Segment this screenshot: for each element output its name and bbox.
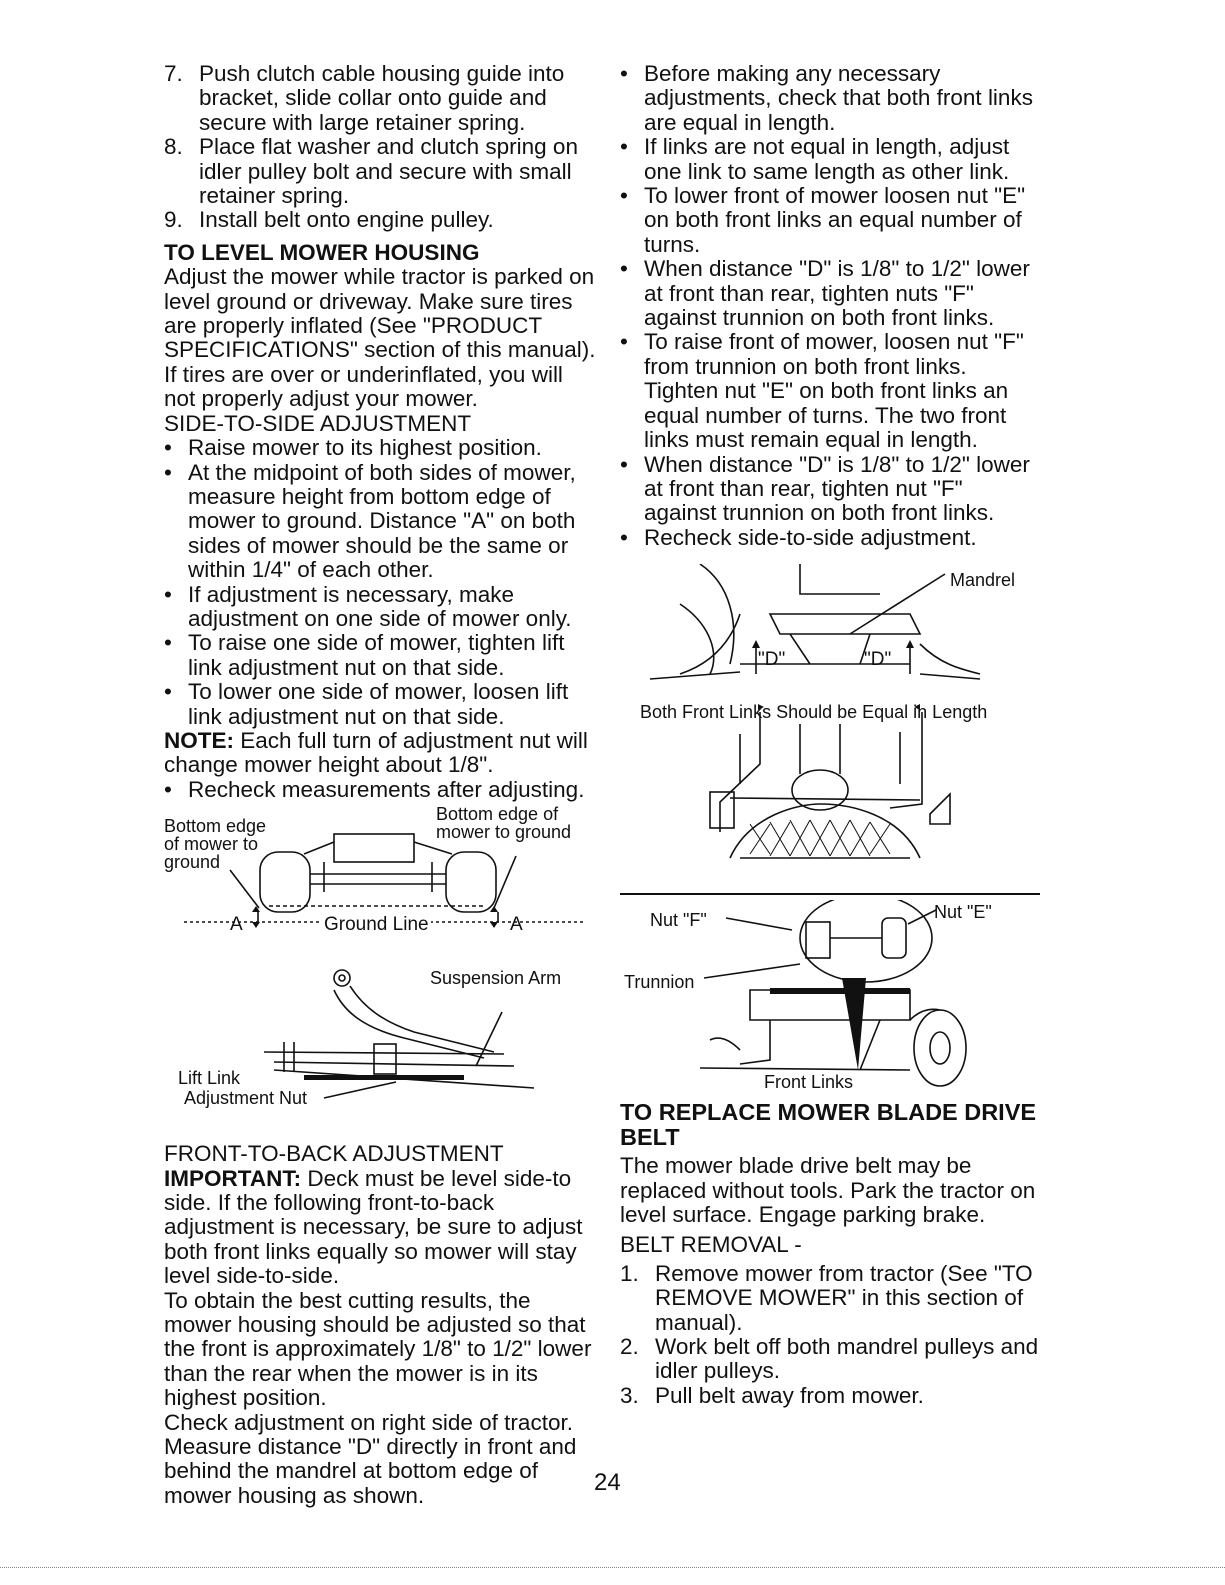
note: NOTE: Each full turn of adjustment nut will change mower height about 1/8".	[164, 727, 588, 778]
replace-intro: The mower blade drive belt may be replaced without tools. Park the tractor on level surface. Engage parking brake.	[620, 1153, 1036, 1227]
step-7: 7. Push clutch cable housing guide into bracket, slide collar onto guide and secure with large retainer spring.	[164, 61, 565, 135]
obtain-text: To obtain the best cutting results, the mower housing should be adjusted so that the front is approximately 1/8" to 1/2" lower than the rear when the mower is in its highest position.	[164, 1287, 592, 1411]
mandrel-figure: Mandrel "D" "D" Both Front Links Should be Equal in Length	[620, 564, 1040, 900]
replace-heading: TO REPLACE MOWER BLADE DRIVE BELT	[620, 1099, 1037, 1151]
removal-heading: BELT REMOVAL -	[620, 1232, 802, 1258]
level-heading: TO LEVEL MOWER HOUSING	[164, 239, 480, 265]
level-intro: Adjust the mower while tractor is parked on level ground or driveway. Make sure tires are properly inflated (See "PRODUCT SPECIFICATIONS" section of this manual). If tires are over or underinflated, you will not properly adjust your mower.	[164, 264, 596, 412]
bottom-rule	[0, 1567, 1225, 1568]
side-bullet: • If adjustment is necessary, make adjustment on one side of mower only.	[164, 581, 572, 631]
recheck-bullet: • Recheck measurements after adjusting.	[164, 776, 585, 802]
side-bullet: • To raise one side of mower, tighten lift link adjustment nut on that side.	[164, 630, 565, 680]
important-text: IMPORTANT: Deck must be level side-to side. If the following front-to-back adjustment is necessary, be sure to adjust both front links equally so mower will stay level side-to-side.	[164, 1165, 583, 1289]
side-bullet: • Raise mower to its highest position.	[164, 435, 542, 461]
left-column	[164, 62, 598, 1508]
step-8: 8. Place flat washer and clutch spring on idler pulley bolt and secure with small retainer spring.	[164, 134, 578, 209]
side-bullet: • At the midpoint of both sides of mower, measure height from bottom edge of mower to ground. Distance "A" on both sides of mower should be the same or within 1/4" of each other.	[164, 459, 576, 583]
adjust-bullet: • If links are not equal in length, adjust one link to same length as other link.	[620, 134, 1010, 184]
nuts-trunnion-figure: Nut "F" Nut "E" Trunnion Front Links	[620, 900, 1040, 1094]
adjust-bullet: • When distance "D" is 1/8" to 1/2" lower at front than rear, tighten nut "F" against trunnion on both front links.	[620, 451, 1030, 526]
check-text: Check adjustment on right side of tractor. Measure distance "D" directly in front and behind the mandrel at bottom edge of mower housing as shown.	[164, 1409, 577, 1508]
side-heading: SIDE-TO-SIDE ADJUSTMENT	[164, 410, 472, 436]
adjust-bullet: • Recheck side-to-side adjustment.	[620, 524, 977, 550]
removal-step: 1. Remove mower from tractor (See "TO REMOVE MOWER" in this section of manual).	[620, 1260, 1033, 1335]
adjust-bullet: • To raise front of mower, loosen nut "F" from trunnion on both front links. Tighten nut "E" on both front links an equal number of turns. The two front links must remain equal in length.	[620, 329, 1024, 453]
side-bullet: • To lower one side of mower, loosen lift link adjustment nut on that side.	[164, 679, 569, 729]
page-number: 24	[594, 1469, 621, 1496]
ftb-heading: FRONT-TO-BACK ADJUSTMENT	[164, 1141, 504, 1167]
mandrel-drawing	[620, 564, 1040, 900]
removal-step: 3. Pull belt away from mower.	[620, 1382, 924, 1408]
adjust-bullet: • When distance "D" is 1/8" to 1/2" lower at front than rear, tighten nuts "F" against trunnion on both front links.	[620, 256, 1030, 331]
removal-step: 2. Work belt off both mandrel pulleys and idler pulleys.	[620, 1333, 1039, 1384]
suspension-arm-figure: Suspension Arm Lift Link Adjustment Nut	[164, 962, 598, 1138]
right-column	[620, 62, 1040, 1408]
side-to-side-figure: Bottom edge of mower to ground Bottom edge of mower to ground A Ground Line A	[164, 812, 598, 962]
adjust-bullet: • Before making any necessary adjustments, check that both front links are equal in length.	[620, 61, 1033, 135]
adjust-bullet: • To lower front of mower loosen nut "E" on both front links an equal number of turns.	[620, 183, 1026, 257]
step-9: 9. Install belt onto engine pulley.	[164, 207, 494, 233]
suspension-arm-drawing	[164, 962, 598, 1138]
